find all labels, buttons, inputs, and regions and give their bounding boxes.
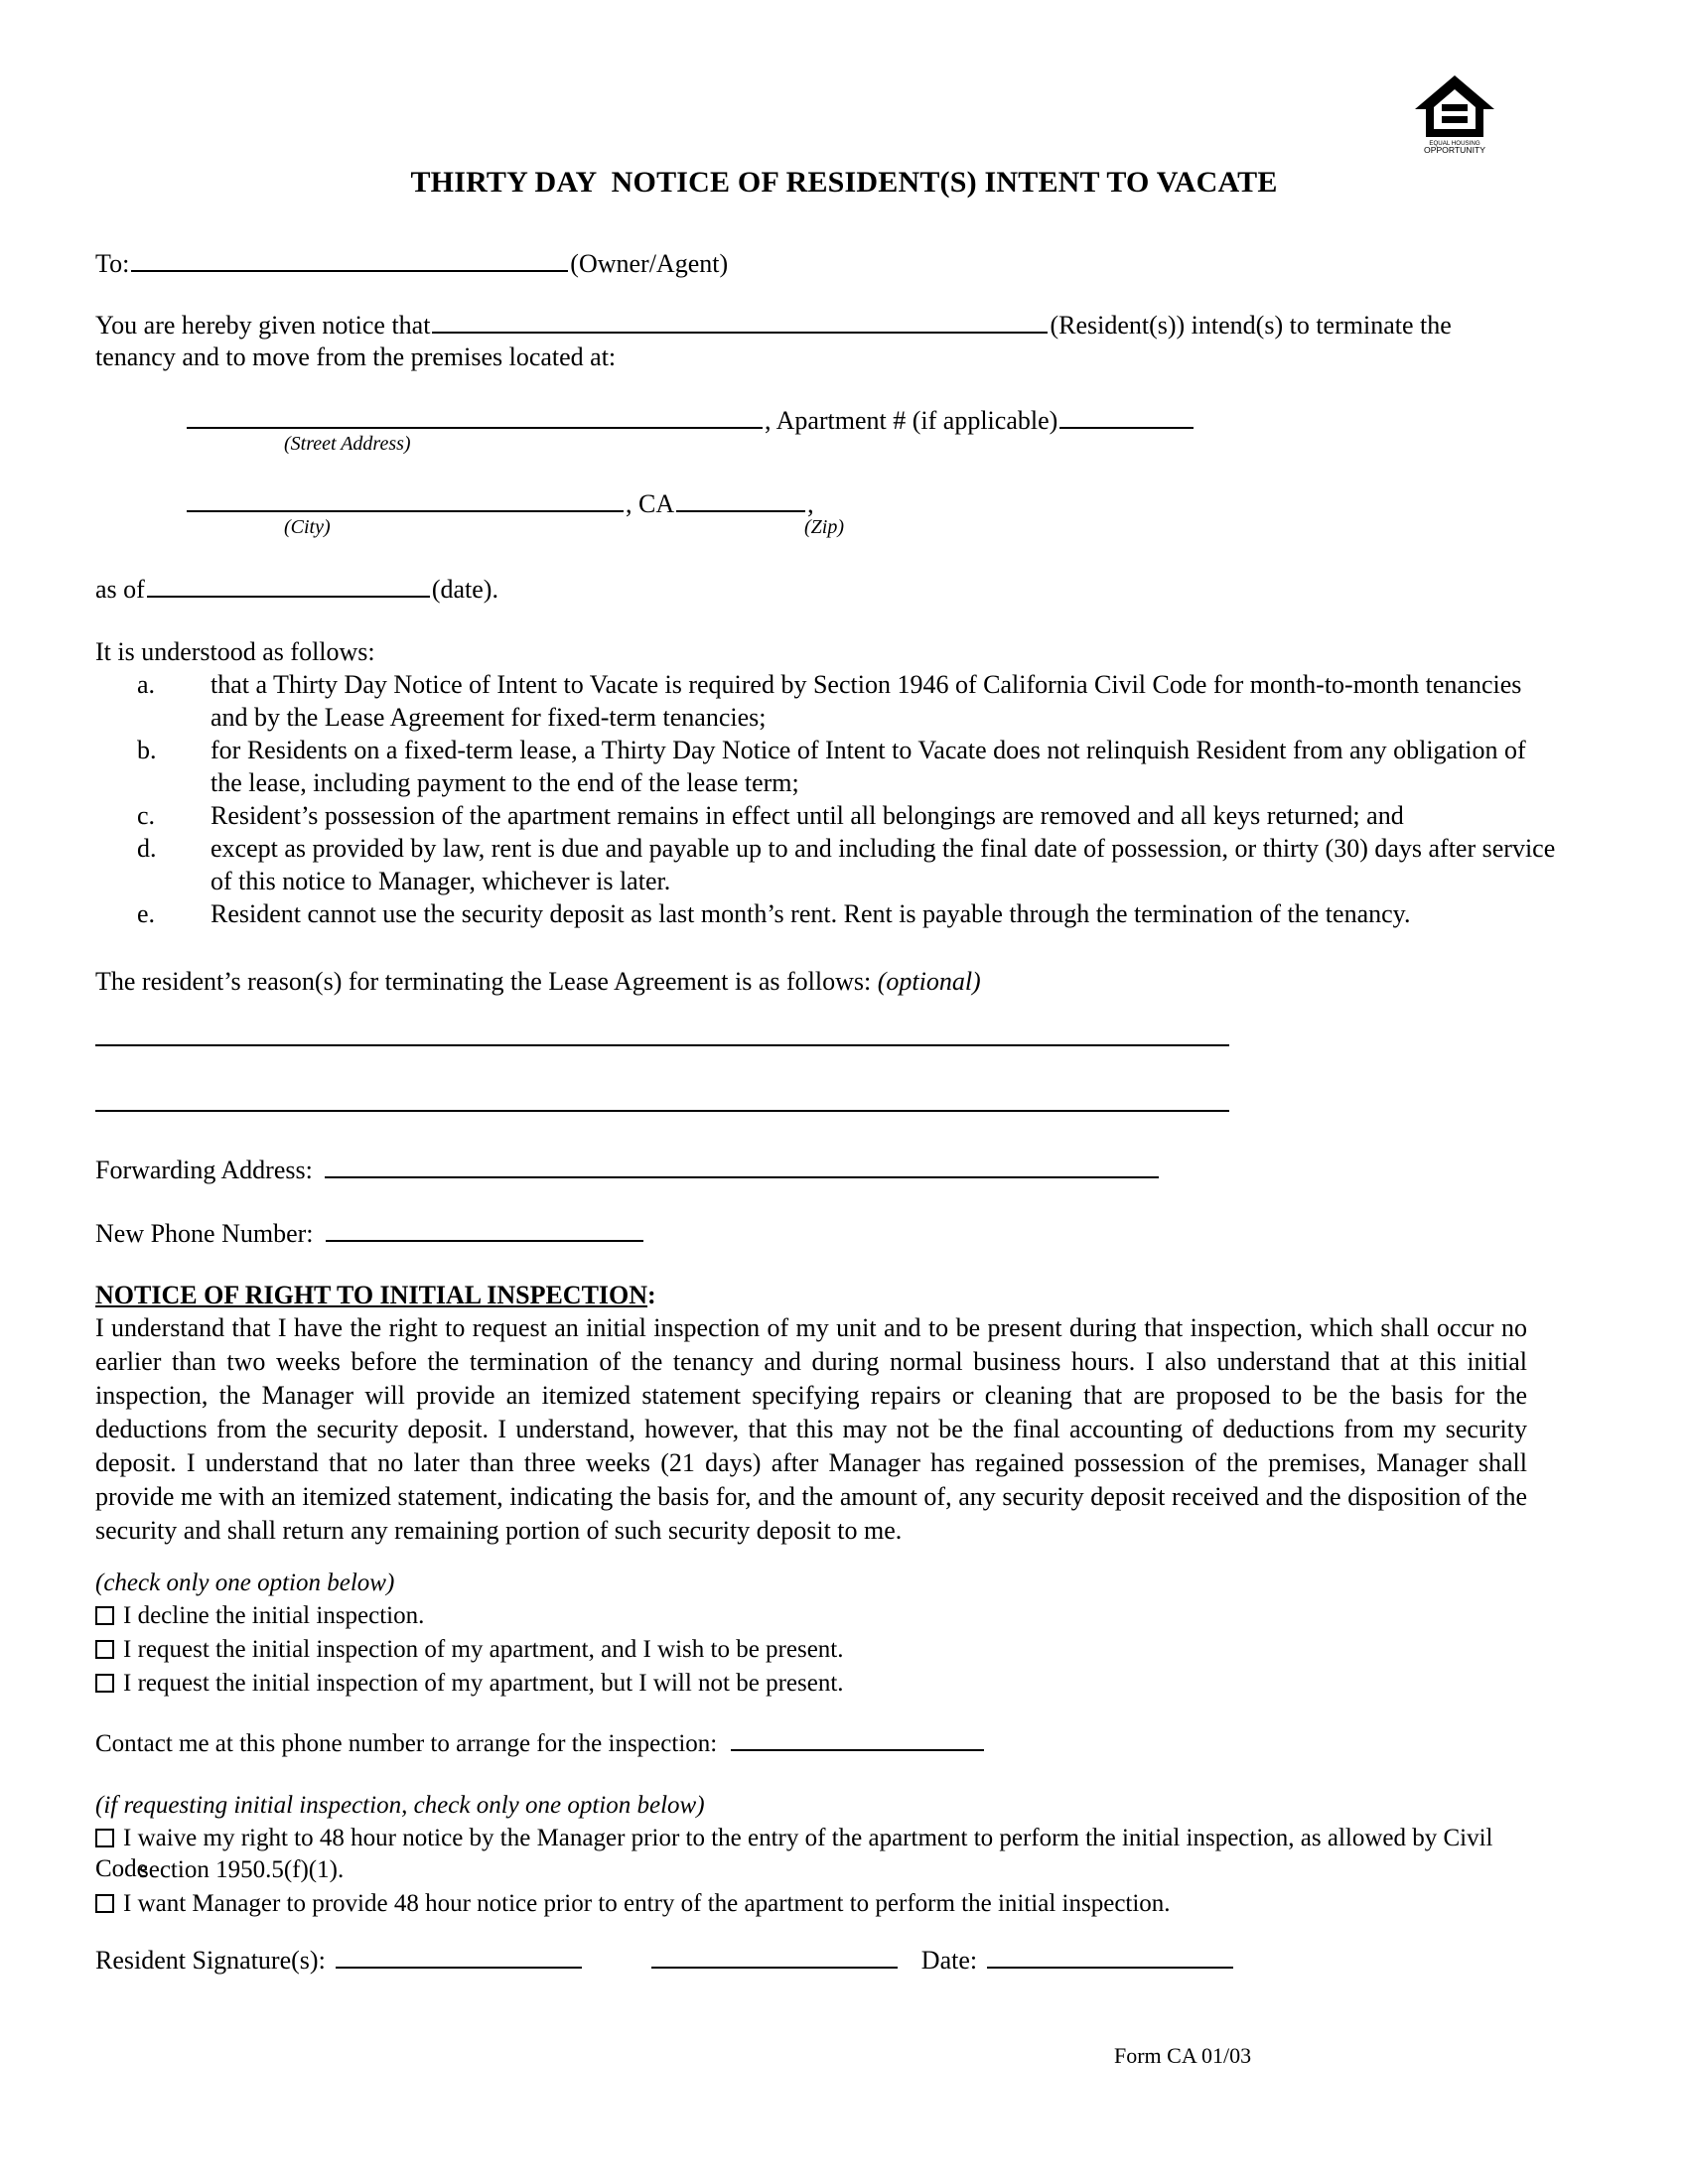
initial-inspection-heading-colon: : <box>647 1281 656 1309</box>
list-item-text: that a Thirty Day Notice of Intent to Vacate is required by Section 1946 of California Civil Code for month-to-month tenancies and by the Lease Agreement for fixed-term tenancies; <box>211 670 1522 732</box>
new-phone-number-blank[interactable] <box>326 1216 643 1242</box>
forwarding-address-blank[interactable] <box>325 1153 1159 1178</box>
option-want-48-hour-notice[interactable] <box>95 1888 1535 1919</box>
logo-caption-line1: EQUAL HOUSING <box>1429 140 1480 147</box>
new-phone-number-label: New Phone Number: <box>95 1218 314 1248</box>
apartment-number-blank[interactable] <box>1059 403 1194 429</box>
reason-blank-line-1[interactable] <box>95 1044 1229 1046</box>
signature-date-label: Date: <box>920 1945 978 1975</box>
apartment-label: , Apartment # (if applicable) <box>765 405 1058 435</box>
list-item-marker: e. <box>137 899 156 928</box>
equal-housing-opportunity-logo <box>1412 71 1497 155</box>
option-label: I decline the initial inspection. <box>123 1602 425 1629</box>
owner-agent-caption: (Owner/Agent) <box>570 248 729 278</box>
as-of-date-caption: (date). <box>431 574 498 604</box>
termination-reason-optional: (optional) <box>877 967 981 996</box>
list-item-marker: d. <box>137 834 157 863</box>
initial-inspection-heading-text: NOTICE OF RIGHT TO INITIAL INSPECTION <box>95 1281 648 1309</box>
option-group-1-instruction: (check only one option below) <box>95 1570 395 1596</box>
as-of-date-blank[interactable] <box>147 572 430 598</box>
zip-blank[interactable] <box>676 486 805 512</box>
list-item-text: except as provided by law, rent is due and payable up to and including the final date of possession, or thirty (30) days after service of this notice to Manager, whichever is later. <box>211 834 1556 895</box>
checkbox-icon[interactable] <box>95 1829 114 1847</box>
to-owner-agent-blank[interactable] <box>131 246 568 272</box>
to-line <box>95 246 728 280</box>
list-item-text: Resident’s possession of the apartment remains in effect until all belongings are removed and all keys returned; and <box>211 801 1404 830</box>
notice-second-line: tenancy and to move from the premises located at: <box>95 342 617 371</box>
zip-caption: (Zip) <box>804 516 844 538</box>
city-state-zip-line <box>185 486 814 520</box>
termination-reason-prompt <box>95 965 981 998</box>
checkbox-icon[interactable] <box>95 1674 114 1693</box>
street-address-caption: (Street Address) <box>284 433 411 455</box>
resident-signature-blank-2[interactable] <box>651 1943 898 1969</box>
option-request-inspection-not-present[interactable] <box>95 1668 844 1699</box>
option-label: I request the initial inspection of my apartment, and I wish to be present. <box>123 1636 844 1663</box>
inspection-contact-phone-blank[interactable] <box>731 1726 984 1751</box>
forwarding-address-label: Forwarding Address: <box>95 1155 313 1184</box>
state-label: , CA <box>626 488 675 518</box>
initial-inspection-heading <box>95 1279 656 1311</box>
new-phone-number-row <box>95 1216 645 1250</box>
understood-intro: It is understood as follows: <box>95 637 375 666</box>
resident-names-blank[interactable] <box>432 308 1048 334</box>
list-item-marker: c. <box>137 801 156 830</box>
list-item-text: Resident cannot use the security deposit as last month’s rent. Rent is payable through the termination of the tenancy. <box>211 899 1411 928</box>
option-waive-48-hour-notice-continued: section 1950.5(f)(1). <box>139 1856 345 1883</box>
reason-blank-line-2[interactable] <box>95 1110 1229 1112</box>
termination-reason-text: The resident’s reason(s) for terminating the Lease Agreement is as follows: <box>95 967 872 996</box>
zip-comma: , <box>807 488 814 518</box>
as-of-label: as of <box>95 574 145 604</box>
notice-after-blank-text: (Resident(s)) intend(s) to terminate the <box>1050 310 1452 340</box>
option-request-inspection-present[interactable] <box>95 1634 844 1665</box>
inspection-contact-row <box>95 1726 986 1760</box>
form-number: Form CA 01/03 <box>1114 2043 1252 2068</box>
street-address-line <box>185 403 1196 437</box>
list-item-marker: a. <box>137 670 156 699</box>
option-label: I waive my right to 48 hour notice by the Manager prior to the entry of the apartment to perform the initial inspection, as allowed by Civil Code <box>95 1825 1493 1882</box>
option-label: I want Manager to provide 48 hour notice prior to entry of the apartment to perform the initial inspection. <box>123 1890 1171 1917</box>
inspection-contact-label: Contact me at this phone number to arrange for the inspection: <box>95 1730 718 1757</box>
checkbox-icon[interactable] <box>95 1894 114 1913</box>
page-title: THIRTY DAY NOTICE OF RESIDENT(S) INTENT TO VACATE <box>410 166 1278 199</box>
document-sheet <box>95 0 1593 2184</box>
option-label: I request the initial inspection of my apartment, but I will not be present. <box>123 1670 844 1697</box>
signature-date-blank[interactable] <box>987 1943 1233 1969</box>
city-caption: (City) <box>284 516 331 538</box>
option-decline-inspection[interactable] <box>95 1600 424 1631</box>
list-item-text: for Residents on a fixed-term lease, a Thirty Day Notice of Intent to Vacate does not relinquish Resident from any obligation of the lease, including payment to the end of the lease term; <box>211 736 1526 797</box>
to-label: To: <box>95 248 130 278</box>
checkbox-icon[interactable] <box>95 1640 114 1659</box>
initial-inspection-body: I understand that I have the right to request an initial inspection of my unit and to be present during that inspection, which shall occur no earlier than two weeks before the termination of the tenancy and during normal business hours. I also understand that at this initial inspection, the Manager will provide an itemized statement specifying repairs or cleaning that are proposed to be the basis for the deductions from the security deposit. I understand, however, that this may not be the final accounting of deductions from my security deposit. I understand that no later than three weeks (21 days) after Manager has regained possession of the premises, Manager shall provide me with an itemized statement, indicating the basis for, and the amount of, any security deposit received and the disposition of the security and shall return any remaining portion of such security deposit to me. <box>95 1313 1527 1545</box>
notice-lead-text: You are hereby given notice that <box>95 310 431 340</box>
notice-paragraph <box>95 308 1593 341</box>
forwarding-address-row <box>95 1153 1161 1186</box>
city-blank[interactable] <box>187 486 624 512</box>
logo-caption-line2: OPPORTUNITY <box>1424 145 1485 155</box>
list-item-marker: b. <box>137 736 157 764</box>
option-group-2-instruction: (if requesting initial inspection, check only one option below) <box>95 1792 705 1819</box>
as-of-line <box>95 572 498 606</box>
signature-row <box>95 1943 1235 1977</box>
resident-signature-label: Resident Signature(s): <box>95 1945 326 1975</box>
checkbox-icon[interactable] <box>95 1606 114 1625</box>
resident-signature-blank-1[interactable] <box>336 1943 582 1969</box>
street-address-blank[interactable] <box>187 403 763 429</box>
